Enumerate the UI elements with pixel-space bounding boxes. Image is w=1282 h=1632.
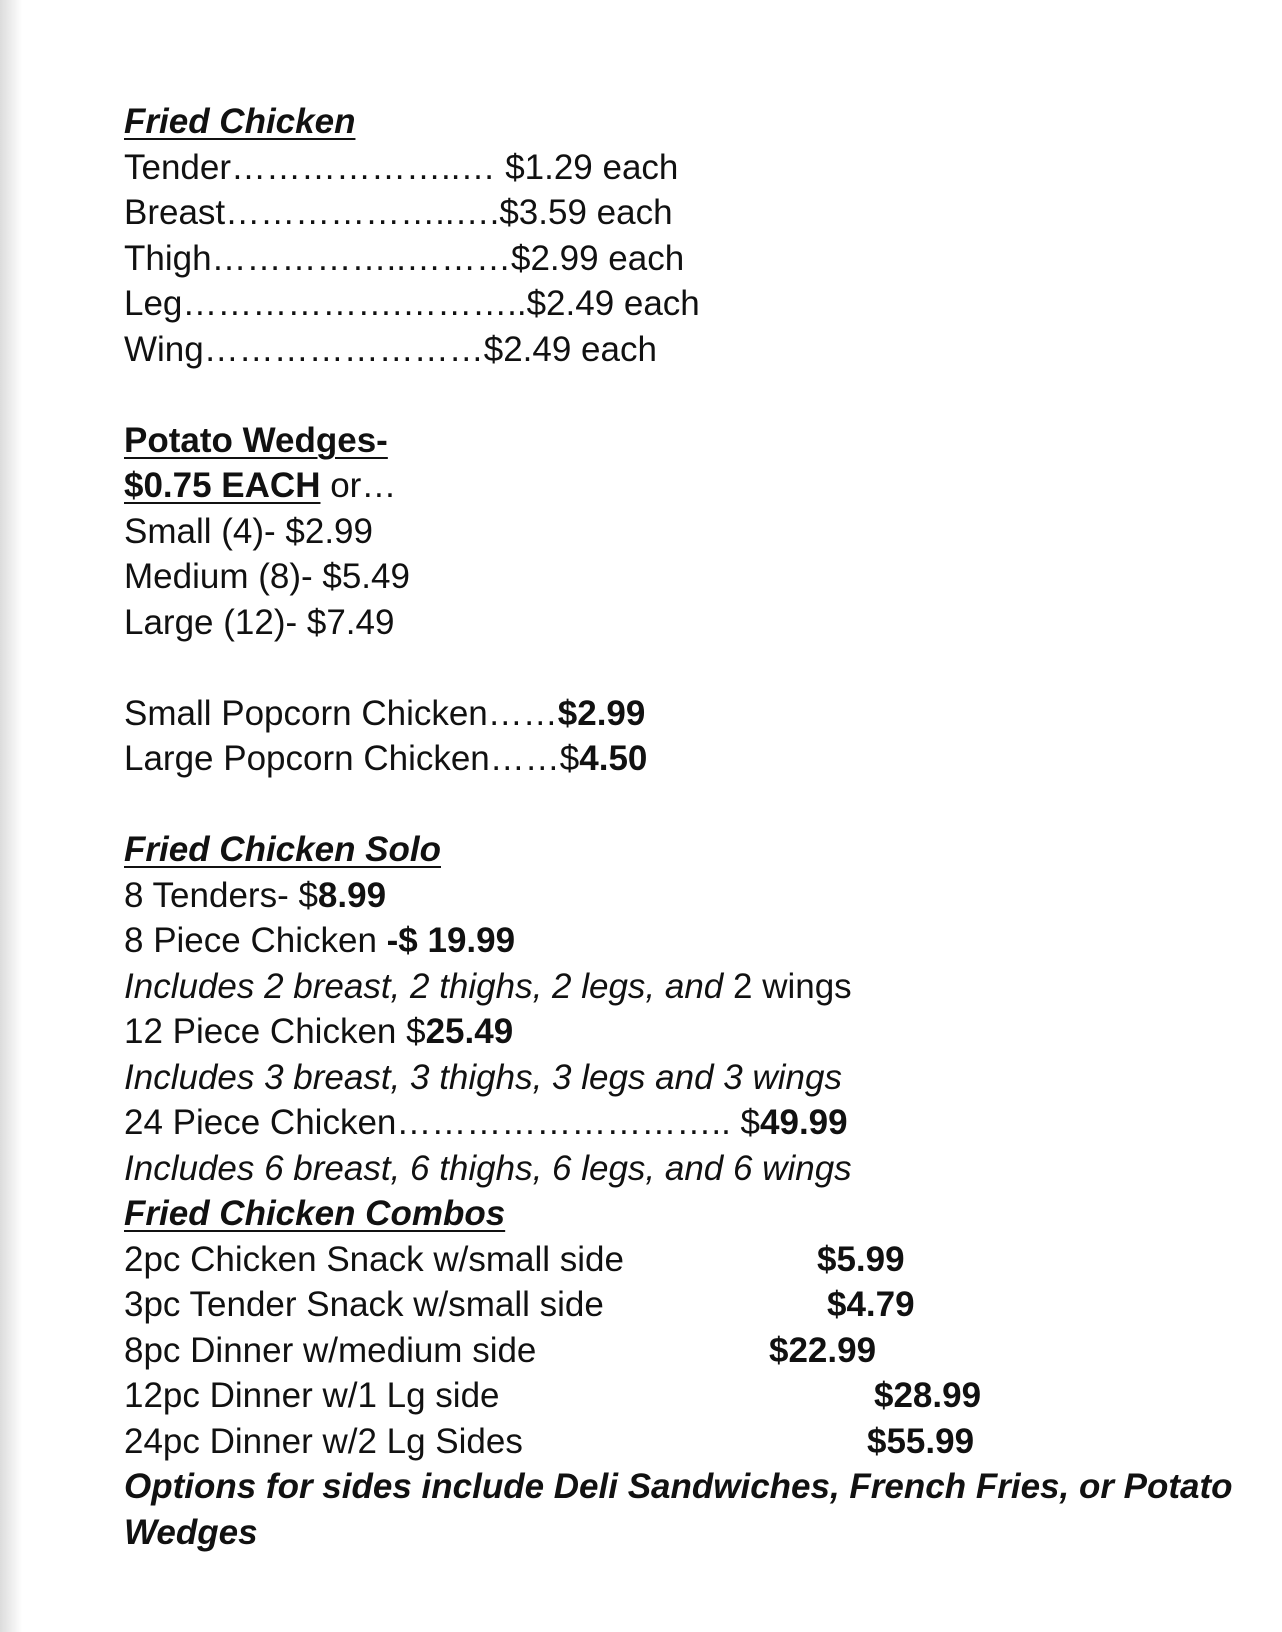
combo-price: $5.99 [817, 1239, 905, 1279]
combo-label: 12pc Dinner w/1 Lg side [124, 1376, 500, 1415]
combo-price: $55.99 [867, 1421, 975, 1461]
solo-8pc-line [124, 918, 1254, 964]
combo-label: 3pc Tender Snack w/small side [124, 1285, 604, 1324]
popcorn-small-label: Small Popcorn Chicken…… [124, 693, 558, 733]
combo-row [124, 1282, 1254, 1328]
solo-12pc-label: 12 Piece Chicken $ [124, 1012, 426, 1051]
solo-8pc-label: 8 Piece Chicken [124, 921, 387, 960]
solo-heading: Fried Chicken Solo [124, 830, 441, 869]
combo-row [124, 1237, 1254, 1283]
solo-tenders-label: 8 Tenders- $ [124, 875, 318, 915]
solo-24pc-label: 24 Piece Chicken……………………….. $ [124, 1103, 761, 1142]
solo-8pc-note [124, 964, 1254, 1010]
fried-chicken-heading: Fried Chicken [124, 102, 356, 141]
potato-wedges-each-suffix: or… [320, 466, 397, 505]
potato-wedges-each-price: $0.75 EACH [124, 466, 321, 505]
combo-label: 24pc Dinner w/2 Lg Sides [124, 1421, 523, 1461]
combo-label: 8pc Dinner w/medium side [124, 1330, 537, 1370]
popcorn-large-price: 4.50 [579, 739, 648, 778]
combo-price: $4.79 [827, 1285, 915, 1324]
menu-page [124, 99, 1254, 1555]
popcorn-small-line [124, 691, 1254, 737]
popcorn-small-price: $2.99 [557, 693, 646, 733]
potato-wedges-each-line [124, 463, 1254, 509]
fried-chicken-item-breast: Breast………………..….$3.59 each [124, 193, 673, 232]
solo-12pc-note: Includes 3 breast, 3 thighs, 3 legs and 3 wings [124, 1057, 842, 1097]
solo-8pc-note-plain: 2 wings [723, 966, 852, 1006]
potato-wedges-size-small: Small (4)- $2.99 [124, 511, 373, 551]
fried-chicken-item-tender: Tender………………..… $1.29 each [124, 147, 679, 187]
combo-row [124, 1328, 1254, 1374]
combo-price: $22.99 [769, 1330, 877, 1370]
solo-12pc-price: 25.49 [425, 1012, 514, 1051]
combo-price: $28.99 [874, 1376, 982, 1415]
solo-24pc-line [124, 1100, 1254, 1146]
combo-label: 2pc Chicken Snack w/small side [124, 1239, 624, 1279]
potato-wedges-size-large: Large (12)- $7.49 [124, 602, 395, 642]
potato-wedges-size-medium: Medium (8)- $5.49 [124, 557, 410, 596]
combo-row [124, 1419, 1254, 1465]
fried-chicken-item-thigh: Thigh……………..………$2.99 each [124, 238, 685, 278]
potato-wedges-heading: Potato Wedges- [124, 420, 388, 460]
solo-12pc-line [124, 1009, 1254, 1055]
popcorn-large-label: Large Popcorn Chicken……$ [124, 739, 580, 778]
solo-tenders-price: 8.99 [317, 875, 387, 915]
solo-8pc-note-italic: Includes 2 breast, 2 thighs, 2 legs, and [124, 966, 724, 1006]
page-edge-shadow [0, 0, 22, 1632]
combos-sides-note: Options for sides include Deli Sandwiches, French Fries, or Potato Wedges [124, 1467, 1233, 1552]
fried-chicken-item-leg: Leg……………….………..$2.49 each [124, 284, 700, 323]
popcorn-large-line [124, 736, 1254, 782]
solo-24pc-note: Includes 6 breast, 6 thighs, 6 legs, and 6 wings [124, 1148, 852, 1188]
combo-row [124, 1373, 1254, 1419]
solo-8pc-price: -$ 19.99 [386, 921, 516, 960]
fried-chicken-item-wing: Wing……………………$2.49 each [124, 329, 657, 369]
combos-heading: Fried Chicken Combos [124, 1194, 506, 1233]
solo-24pc-price: 49.99 [760, 1103, 848, 1142]
solo-tenders-line [124, 873, 1254, 919]
